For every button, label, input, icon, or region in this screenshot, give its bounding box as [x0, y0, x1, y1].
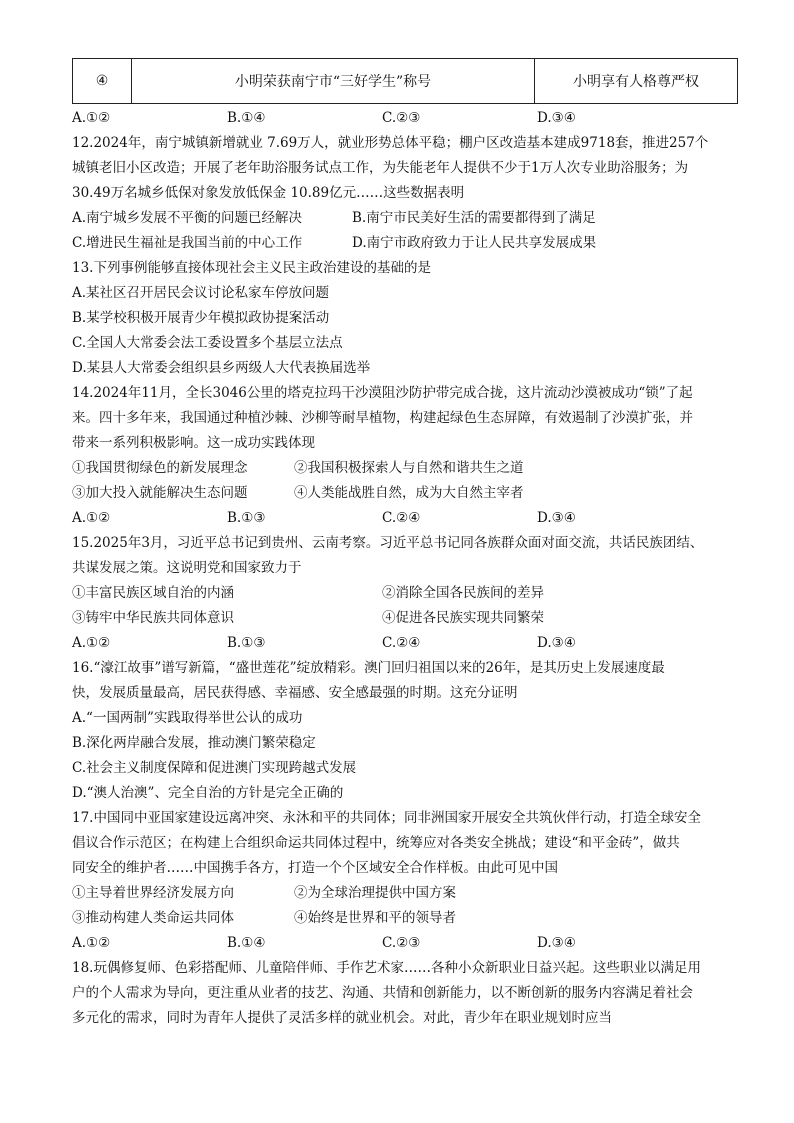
question-stem-line: 倡议合作示范区；在构建上合组织命运共同体过程中，统筹应对各类安全挑战；建设“和平金砖”，做共 — [72, 835, 680, 851]
item-row — [72, 881, 738, 906]
option-d[interactable]: D.③④ — [537, 935, 576, 951]
question-stem-line: 13.下列事例能够直接体现社会主义民主政治建设的基础的是 — [72, 260, 431, 276]
statement-item: ④始终是世界和平的领导者 — [294, 910, 456, 926]
option-row — [72, 506, 738, 531]
statement-item: ③铸牢中华民族共同体意识 — [72, 610, 234, 626]
question-stem-line: 30.49万名城乡低保对象发放低保金 10.89亿元……这些数据表明 — [72, 185, 465, 201]
option-c[interactable]: C.增进民生福祉是我国当前的中心工作 — [72, 235, 303, 251]
table-cell-number: ④ — [73, 59, 132, 104]
option-b[interactable]: B.①③ — [227, 510, 266, 526]
statement-item: ④人类能战胜自然，成为大自然主宰者 — [294, 485, 524, 501]
question-stem-line: 14.2024年11月，全长3046公里的塔克拉玛干沙漠阻沙防护带完成合拢，这片流动沙漠被成功“锁”了起 — [72, 385, 693, 401]
statement-item: ③推动构建人类命运共同体 — [72, 910, 234, 926]
option-d[interactable]: D.某县人大常委会组织县乡两级人大代表换届选举 — [72, 360, 371, 376]
question-stem-line: 户的个人需求为导向，更注重从业者的技艺、沟通、共情和创新能力，以不断创新的服务内容满足着社会 — [72, 985, 693, 1001]
option-d[interactable]: D.③④ — [537, 635, 576, 651]
question-stem-line: 16.“濠江故事”谱写新篇，“盛世莲花”绽放精彩。澳门回归祖国以来的26年，是其历史上发展速度最 — [72, 660, 665, 676]
statement-item: ②为全球治理提供中国方案 — [294, 885, 456, 901]
option-b[interactable]: B.某学校积极开展青少年模拟政协提案活动 — [72, 310, 330, 326]
option-b[interactable]: B.①③ — [227, 635, 266, 651]
statement-item: ④促进各民族实现共同繁荣 — [382, 610, 544, 626]
option-a[interactable]: A.①② — [72, 635, 111, 651]
option-d[interactable]: D.“澳人治澳”、完全自治的方针是完全正确的 — [72, 785, 344, 801]
option-b[interactable]: B.深化两岸融合发展，推动澳门繁荣稳定 — [72, 735, 316, 751]
question-17 — [72, 806, 738, 956]
option-row — [72, 631, 738, 656]
table-cell-event: 小明荣获南宁市“三好学生”称号 — [132, 59, 535, 104]
option-a[interactable]: A.“一国两制”实践取得举世公认的成功 — [72, 710, 303, 726]
question-stem-line: 12.2024年，南宁城镇新增就业 7.69万人，就业形势总体平稳；棚户区改造基本建成9718套，推进257个 — [72, 135, 709, 151]
question-stem-line: 17.中国同中亚国家建设远离冲突、永沐和平的共同体；同非洲国家开展安全共筑伙伴行动，打造全球安全 — [72, 810, 701, 826]
exam-page — [72, 58, 738, 1031]
question-stem-line: 同安全的维护者……中国携手各方，打造一个个区域安全合作样板。由此可见中国 — [72, 860, 558, 876]
question-stem-line: 带来一系列积极影响。这一成功实践体现 — [72, 435, 315, 451]
option-row — [72, 206, 738, 231]
item-row — [72, 606, 738, 631]
statement-item: ①丰富民族区域自治的内涵 — [72, 585, 234, 601]
statement-item: ②我国积极探索人与自然和谐共生之道 — [294, 460, 524, 476]
item-row — [72, 581, 738, 606]
statement-item: ①我国贯彻绿色的新发展理念 — [72, 460, 248, 476]
question-stem-line: 多元化的需求，同时为青年人提供了灵活多样的就业机会。对此，青少年在职业规划时应当 — [72, 1010, 612, 1026]
option-row — [72, 231, 738, 256]
question-14 — [72, 381, 738, 531]
item-row — [72, 481, 738, 506]
question-stem-line: 来。四十多年来，我国通过种植沙棘、沙柳等耐旱植物，构建起绿色生态屏障，有效遏制了沙漠扩张，并 — [72, 410, 693, 426]
answer-table — [72, 58, 738, 104]
option-c[interactable]: C.②④ — [382, 635, 421, 651]
table-row — [73, 59, 738, 104]
option-c[interactable]: C.全国人大常委会法工委设置多个基层立法点 — [72, 335, 343, 351]
question-15 — [72, 531, 738, 656]
statement-item: ①主导着世界经济发展方向 — [72, 885, 234, 901]
option-a[interactable]: A.南宁城乡发展不平衡的问题已经解决 — [72, 210, 303, 226]
question-16 — [72, 656, 738, 806]
question-stem-line: 城镇老旧小区改造；开展了老年助浴服务试点工作，为失能老年人提供不少于1万人次专业助浴服务；为 — [72, 160, 689, 176]
table-cell-right: 小明享有人格尊严权 — [535, 59, 738, 104]
option-a[interactable]: A.①② — [72, 110, 111, 126]
question-stem-line: 15.2025年3月，习近平总书记到贵州、云南考察。习近平总书记同各族群众面对面交流，共话民族团结、 — [72, 535, 704, 551]
statement-item: ②消除全国各民族间的差异 — [382, 585, 544, 601]
question-stem-line: 共谋发展之策。这说明党和国家致力于 — [72, 560, 302, 576]
question-13 — [72, 256, 738, 381]
option-c[interactable]: C.②④ — [382, 510, 421, 526]
item-row — [72, 906, 738, 931]
option-c[interactable]: C.社会主义制度保障和促进澳门实现跨越式发展 — [72, 760, 357, 776]
q11-options — [72, 106, 738, 131]
option-c[interactable]: C.②③ — [382, 935, 421, 951]
option-b[interactable]: B.南宁市民美好生活的需要都得到了满足 — [352, 210, 596, 226]
option-b[interactable]: B.①④ — [227, 110, 266, 126]
option-a[interactable]: A.某社区召开居民会议讨论私家车停放问题 — [72, 285, 330, 301]
option-a[interactable]: A.①② — [72, 935, 111, 951]
question-18 — [72, 956, 738, 1031]
option-row — [72, 931, 738, 956]
option-d[interactable]: D.③④ — [537, 110, 576, 126]
statement-item: ③加大投入就能解决生态问题 — [72, 485, 248, 501]
option-d[interactable]: D.南宁市政府致力于让人民共享发展成果 — [352, 235, 597, 251]
question-12 — [72, 131, 738, 256]
option-b[interactable]: B.①④ — [227, 935, 266, 951]
question-stem-line: 快，发展质量最高，居民获得感、幸福感、安全感最强的时期。这充分证明 — [72, 685, 518, 701]
option-c[interactable]: C.②③ — [382, 110, 421, 126]
option-a[interactable]: A.①② — [72, 510, 111, 526]
option-d[interactable]: D.③④ — [537, 510, 576, 526]
item-row — [72, 456, 738, 481]
question-stem-line: 18.玩偶修复师、色彩搭配师、儿童陪伴师、手作艺术家……各种小众新职业日益兴起。这些职业以满足用 — [72, 960, 701, 976]
